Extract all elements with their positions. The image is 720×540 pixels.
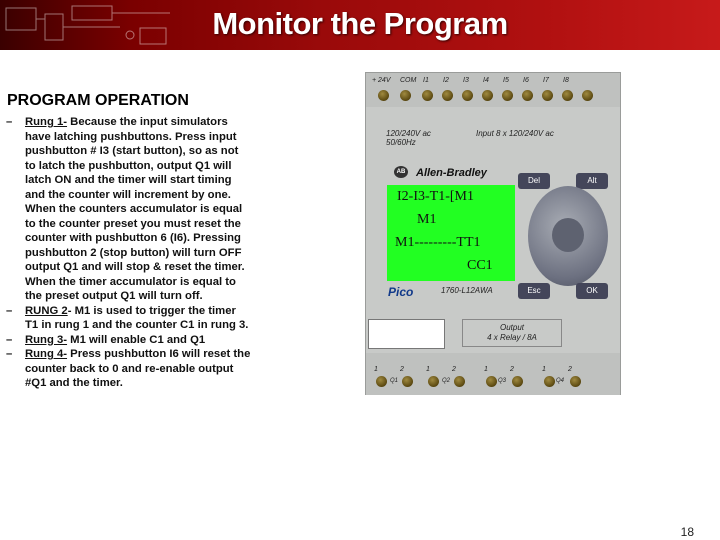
output-spec: Output 4 x Relay / 8A bbox=[462, 319, 562, 347]
page-number: 18 bbox=[680, 525, 694, 539]
output-label: Q3 bbox=[498, 378, 507, 384]
input-terminal-strip bbox=[366, 73, 620, 107]
rung-text: Because the input simulators have latching pushbuttons. Press input pushbutton # I3 (start button), so as not to latch the pushbutton, output Q1 will latch ON and the timer will start timing and the counter will increment by one. When the counters accumulator is equal to the counter preset you must reset the counter with pushbutton 6 (I6). Pressing pushbutton 2 (stop button) will turn OFF output Q1 and will stop & reset the timer. When the timer accumulator is equal to the preset output Q1 will turn off. bbox=[25, 116, 245, 302]
list-item bbox=[6, 347, 252, 391]
screw-icon bbox=[462, 90, 473, 101]
lcd-line-3: M1---------TT1 bbox=[395, 235, 481, 250]
terminal-label: I5 bbox=[503, 77, 509, 84]
screw-icon bbox=[378, 90, 389, 101]
del-button[interactable]: Del bbox=[518, 173, 550, 189]
rung-label: RUNG 2 bbox=[25, 304, 68, 317]
bullet-dash: – bbox=[6, 116, 13, 128]
terminal-label: 2 bbox=[568, 366, 572, 373]
output-label: Q1 bbox=[390, 378, 399, 384]
terminal-label: I2 bbox=[443, 77, 449, 84]
screw-icon bbox=[454, 376, 465, 387]
slide-header bbox=[0, 0, 720, 50]
terminal-label: 1 bbox=[426, 366, 430, 373]
list-item bbox=[6, 333, 252, 348]
terminal-label: 2 bbox=[400, 366, 404, 373]
brand-label: Allen-Bradley bbox=[416, 167, 487, 179]
screw-icon bbox=[502, 90, 513, 101]
screw-icon bbox=[482, 90, 493, 101]
allen-bradley-logo-icon: AB bbox=[394, 166, 408, 178]
slide-title: Monitor the Program bbox=[212, 6, 508, 41]
section-heading: PROGRAM OPERATION bbox=[7, 92, 189, 109]
bullet-dash: – bbox=[6, 348, 13, 360]
terminal-label: 2 bbox=[510, 366, 514, 373]
screw-icon bbox=[442, 90, 453, 101]
terminal-label: I3 bbox=[463, 77, 469, 84]
screw-icon bbox=[422, 90, 433, 101]
alt-button[interactable]: Alt bbox=[576, 173, 608, 189]
pico-logo: Pico bbox=[388, 285, 414, 299]
terminal-label: I6 bbox=[523, 77, 529, 84]
terminal-label: 1 bbox=[374, 366, 378, 373]
terminal-label: I7 bbox=[543, 77, 549, 84]
ok-button[interactable]: OK bbox=[576, 283, 608, 299]
bullet-dash: – bbox=[6, 304, 13, 317]
rung-label: Rung 1- bbox=[25, 116, 68, 128]
screw-icon bbox=[542, 90, 553, 101]
terminal-label: + 24V bbox=[372, 77, 391, 84]
screw-icon bbox=[570, 376, 581, 387]
output-terminal-strip bbox=[366, 353, 620, 395]
list-item bbox=[6, 304, 252, 333]
direction-pad[interactable] bbox=[528, 186, 608, 286]
terminal-label: COM bbox=[400, 77, 417, 84]
screw-icon bbox=[544, 376, 555, 387]
lcd-display bbox=[387, 185, 515, 281]
screw-icon bbox=[582, 90, 593, 101]
screw-icon bbox=[376, 376, 387, 387]
output-label: Q2 bbox=[442, 378, 451, 384]
lcd-line-4: CC1 bbox=[467, 258, 493, 273]
lcd-line-2: M1 bbox=[417, 212, 437, 227]
terminal-label: I1 bbox=[423, 77, 429, 84]
rung-label: Rung 3- bbox=[25, 333, 68, 346]
power-spec: 120/240V ac 50/60Hz bbox=[386, 129, 431, 147]
rung-text: Press pushbutton I6 will reset the counter back to 0 and re-enable output #Q1 and the timer. bbox=[25, 348, 251, 389]
list-item bbox=[6, 115, 252, 304]
screw-icon bbox=[400, 90, 411, 101]
rung-text: M1 will enable C1 and Q1 bbox=[67, 333, 206, 346]
screw-icon bbox=[522, 90, 533, 101]
terminal-label: 2 bbox=[452, 366, 456, 373]
screw-icon bbox=[486, 376, 497, 387]
bullet-dash: – bbox=[6, 333, 13, 346]
screw-icon bbox=[402, 376, 413, 387]
rung-description-list bbox=[6, 115, 252, 391]
screw-icon bbox=[512, 376, 523, 387]
lcd-line-1: I2-I3-T1-[M1 bbox=[397, 189, 474, 204]
screw-icon bbox=[562, 90, 573, 101]
terminal-label: I8 bbox=[563, 77, 569, 84]
model-number: 1760-L12AWA bbox=[441, 286, 493, 295]
rung-text: - M1 is used to trigger the timer T1 in rung 1 and the counter C1 in rung 3. bbox=[25, 304, 249, 331]
output-label: Q4 bbox=[556, 378, 565, 384]
pico-controller-image bbox=[365, 72, 621, 395]
terminal-label: 1 bbox=[542, 366, 546, 373]
terminal-label: 1 bbox=[484, 366, 488, 373]
terminal-label: I4 bbox=[483, 77, 489, 84]
rung-label: Rung 4- bbox=[25, 348, 68, 360]
direction-pad-center bbox=[552, 218, 584, 252]
input-spec: Input 8 x 120/240V ac bbox=[476, 129, 554, 138]
esc-button[interactable]: Esc bbox=[518, 283, 550, 299]
screw-icon bbox=[428, 376, 439, 387]
blank-label-box bbox=[368, 319, 445, 349]
